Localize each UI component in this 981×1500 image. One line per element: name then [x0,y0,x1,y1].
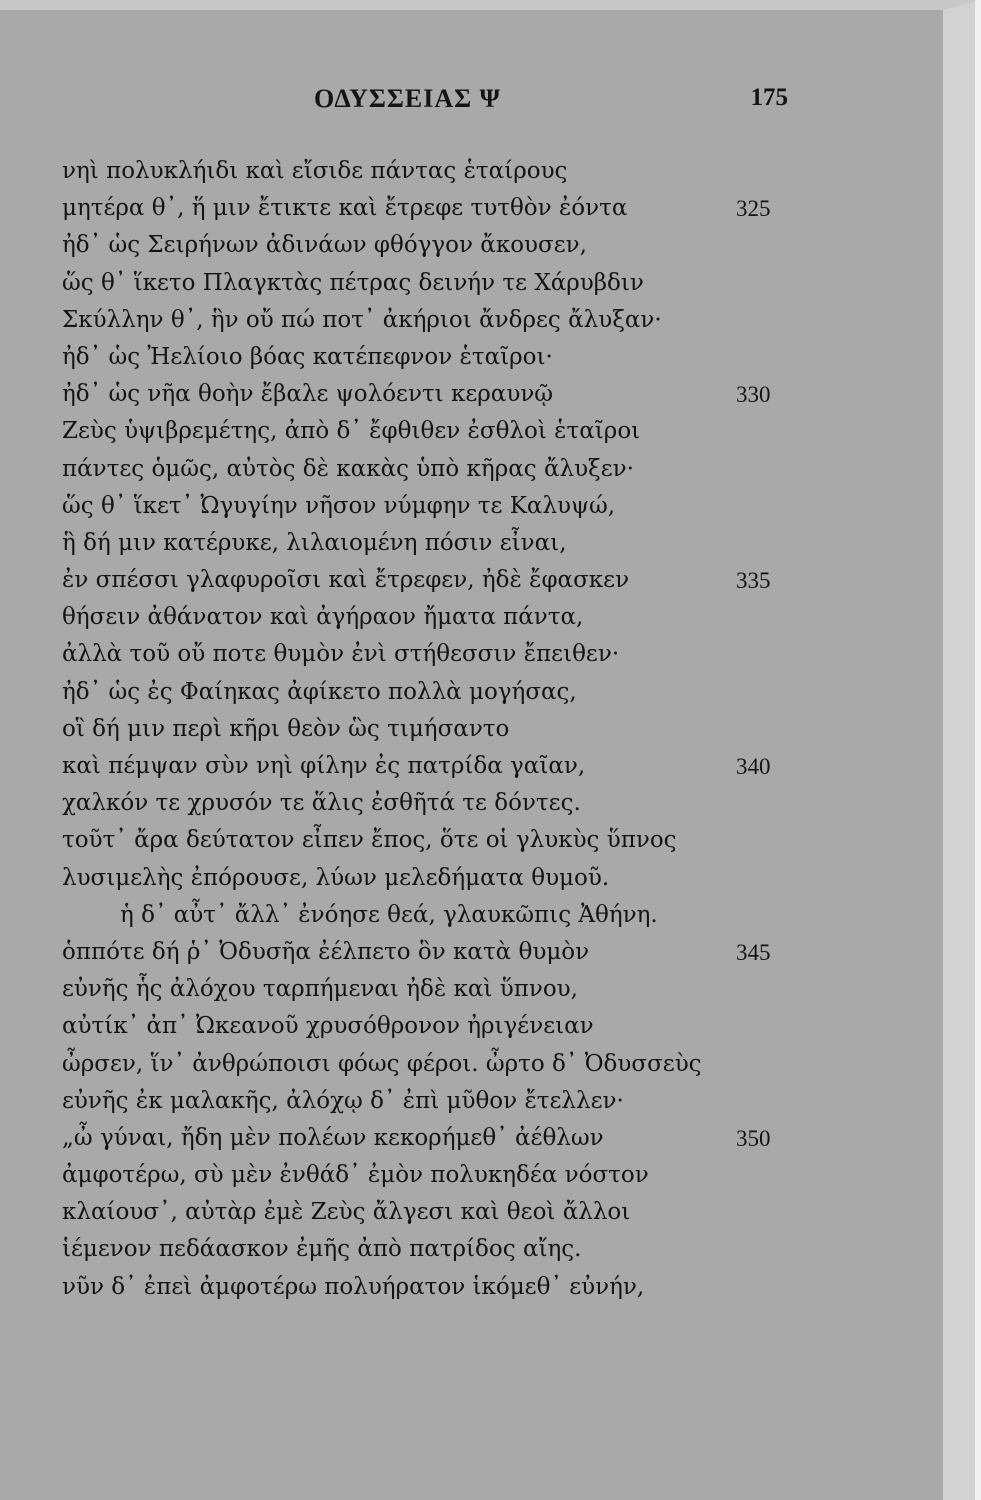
verse-text: ὁππότε δή ῥ᾽ Ὀδυσῆα ἐέλπετο ὃν κατὰ θυμὸν [62,938,590,965]
verse-text: θήσειν ἀθάνατον καὶ ἀγήραον ἤματα πάντα, [62,604,584,631]
verse-line [62,674,802,711]
page-number: 175 [750,84,788,111]
verse-text: ἠδ᾽ ὡς νῆα θοὴν ἔβαλε ψολόεντι κεραυνῷ [62,381,554,408]
verse-line [62,785,802,822]
verse-text: ἠδ᾽ ὡς Ἠελίοιο βόας κατέπεφνον ἑταῖροι· [62,343,553,370]
verse-text: „ὦ γύναι, ἤδη μὲν πολέων κεκορήμεθ᾽ ἀέθλων [62,1124,604,1151]
verse-line [62,1008,802,1045]
verse-line [62,1120,802,1157]
verse-line [62,860,802,897]
verse-line [62,1083,802,1120]
verse-line [62,376,802,413]
verse-line [62,822,802,859]
verse-text: τοῦτ᾽ ἄρα δεύτατον εἶπεν ἔπος, ὅτε οἱ γλυκὺς ὕπνος [62,827,677,854]
running-title: ΟΔΥΣΣΕΙΑΣ Ψ [314,84,501,113]
verse-line [62,934,802,971]
verse-text: ἠδ᾽ ὡς ἐς Φαίηκας ἀφίκετο πολλὰ μογήσας, [62,678,577,705]
verse-text: εὐνῆς ἧς ἀλόχου ταρπήμεναι ἠδὲ καὶ ὕπνου, [62,976,578,1003]
verse-text: ὦρσεν, ἵν᾽ ἀνθρώποισι φόως φέροι. ὦρτο δ᾽ Ὀδυσσεὺς [62,1050,702,1077]
verse-line [62,599,802,636]
verse-line [62,413,802,450]
verse-line [62,748,802,785]
verse-text: πάντες ὁμῶς, αὐτὸς δὲ κακὰς ὑπὸ κῆρας ἄλυξεν· [62,455,634,482]
verse-line [62,1046,802,1083]
verse-text: καὶ πέμψαν σὺν νηὶ φίλην ἐς πατρίδα γαῖαν, [62,753,586,779]
verse-number: 330 [736,382,771,408]
verse-line [62,897,802,934]
verse-line [62,488,802,525]
verse-block [62,153,802,1306]
verse-number: 350 [736,1125,771,1151]
verse-number: 325 [736,196,771,222]
verse-text: μητέρα θ᾽, ἥ μιν ἔτικτε καὶ ἔτρεφε τυτθὸν ἐόντα [62,195,628,222]
verse-line [62,971,802,1008]
verse-line [62,265,802,302]
verse-line [62,339,802,376]
verse-line [62,1157,802,1194]
verse-line [62,636,802,673]
verse-line [62,1231,802,1268]
verse-text: Σκύλλην θ᾽, ἣν οὔ πώ ποτ᾽ ἀκήριοι ἄνδρες ἄλυξαν· [62,306,662,333]
verse-line [62,711,802,748]
verse-number: 335 [736,568,771,594]
verse-text: Ζεὺς ὑψιβρεμέτης, ἀπὸ δ᾽ ἔφθιθεν ἐσθλοὶ ἑταῖροι [62,418,641,445]
verse-text: αὐτίκ᾽ ἀπ᾽ Ὠκεανοῦ χρυσόθρονον ἠριγένειαν [62,1013,594,1040]
verse-line [62,451,802,488]
verse-text: κλαίουσ᾽, αὐτὰρ ἐμὲ Ζεὺς ἄλγεσι καὶ θεοὶ ἄλλοι [62,1199,631,1226]
verse-text: λυσιμελὴς ἐπόρουσε, λύων μελεδήματα θυμοῦ. [62,864,610,891]
verse-text: ὥς θ᾽ ἵκετ᾽ Ὠγυγίην νῆσον νύμφην τε Καλυψώ, [62,492,616,519]
verse-text: νῦν δ᾽ ἐπεὶ ἀμφοτέρω πολυήρατον ἱκόμεθ᾽ εὐνήν, [62,1273,645,1300]
verse-line [62,302,802,339]
verse-text: ἀμφοτέρω, σὺ μὲν ἐνθάδ᾽ ἐμὸν πολυκηδέα νόστον [62,1162,649,1189]
verse-line [62,227,802,264]
verse-number: 340 [736,754,771,779]
verse-text: οἳ δή μιν περὶ κῆρι θεὸν ὣς τιμήσαντο [62,715,510,742]
verse-line [62,190,802,227]
verse-text: ὥς θ᾽ ἵκετο Πλαγκτὰς πέτρας δεινήν τε Χάρυβδιν [62,269,644,296]
verse-line [62,525,802,562]
page-header [70,78,790,118]
verse-text: ἠδ᾽ ὡς Σειρήνων ἀδινάων φθόγγον ἄκουσεν, [62,232,587,259]
verse-text: ἱέμενον πεδάασκον ἐμῆς ἀπὸ πατρίδος αἴης. [62,1236,582,1263]
verse-text: νηὶ πολυκλήιδι καὶ εἴσιδε πάντας ἑταίρους [62,158,568,184]
verse-line [62,1194,802,1231]
verse-text: ἐν σπέσσι γλαφυροῖσι καὶ ἔτρεφεν, ἠδὲ ἔφασκεν [62,567,630,594]
verse-line [62,153,802,190]
verse-line [62,1269,802,1306]
verse-line [62,562,802,599]
verse-text: χαλκόν τε χρυσόν τε ἅλις ἐσθῆτά τε δόντες. [62,790,581,817]
verse-text: ἀλλὰ τοῦ οὔ ποτε θυμὸν ἐνὶ στήθεσσιν ἔπειθεν· [62,641,620,668]
verse-text: ἡ δ᾽ αὖτ᾽ ἄλλ᾽ ἐνόησε θεά, γλαυκῶπις Ἀθήνη. [120,901,658,928]
verse-number: 345 [736,939,771,965]
verse-text: ἣ δή μιν κατέρυκε, λιλαιομένη πόσιν εἶναι, [62,529,567,556]
page-edge [975,0,981,1500]
verse-text: εὐνῆς ἐκ μαλακῆς, ἀλόχῳ δ᾽ ἐπὶ μῦθον ἔτελλεν· [62,1087,624,1114]
